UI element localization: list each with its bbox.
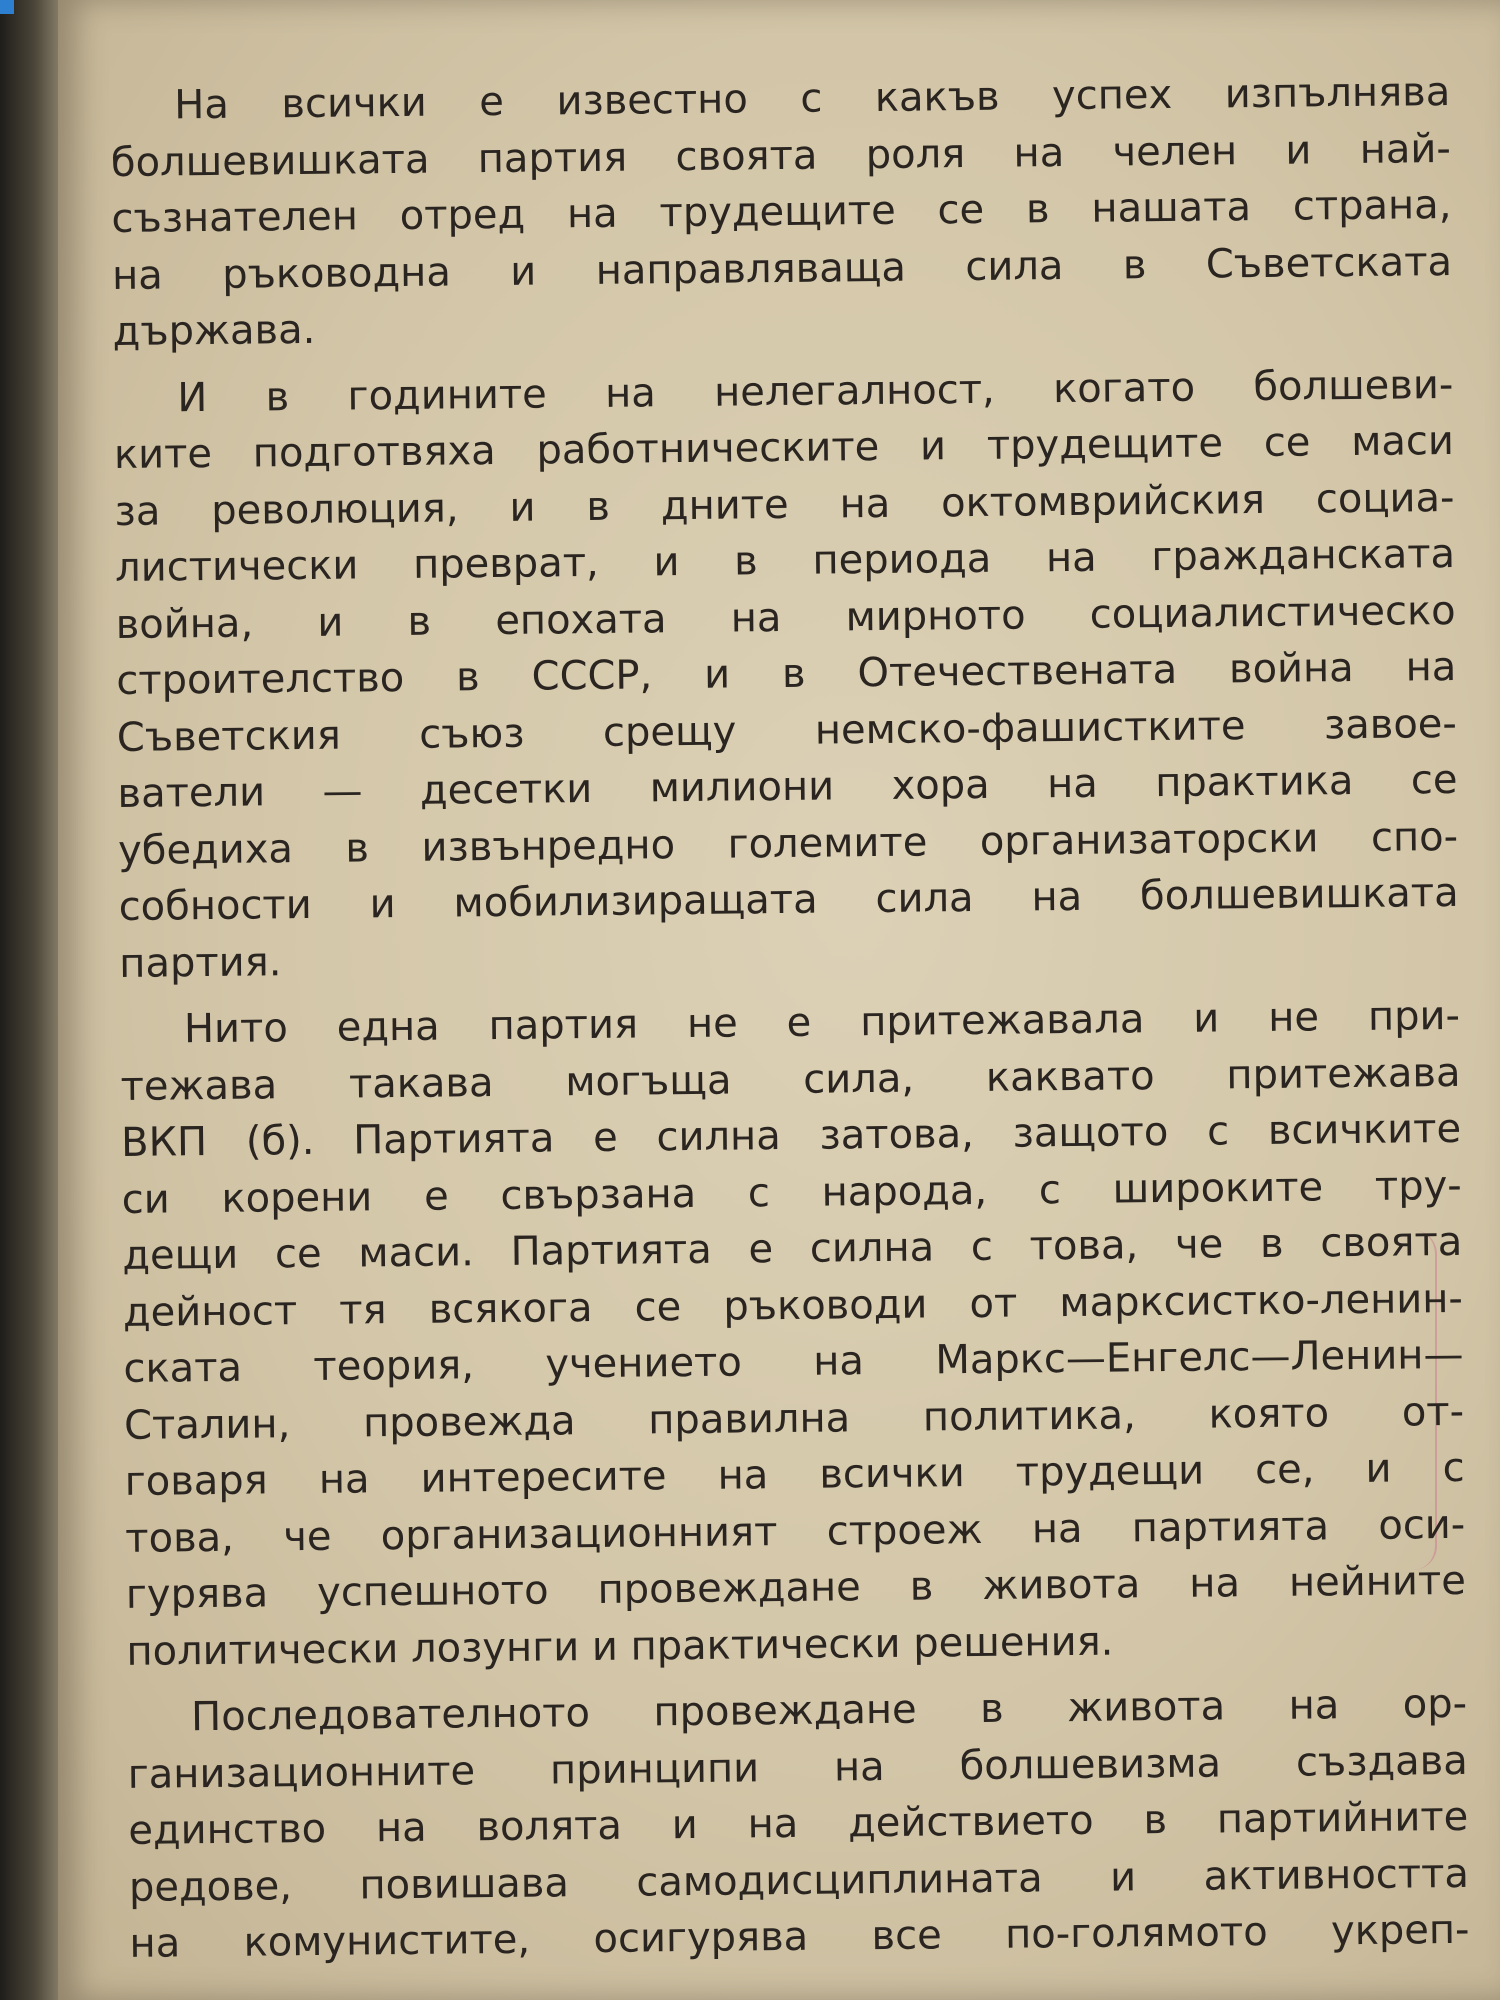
text-line: си корени е свързана с народа, с широките тру- (121, 1162, 1462, 1223)
text-line: политически лозунги и практически решения. (126, 1618, 1114, 1675)
text-line: Нито една партия не е притежавала и не при- (183, 992, 1461, 1053)
text-line: говаря на интересите на всички трудещи се, и с (124, 1444, 1465, 1505)
book-gutter (0, 0, 62, 2000)
text-line: И в годините на нелегалност, когато болшеви- (177, 361, 1454, 421)
paragraph-4 (127, 1676, 1470, 1973)
text-line: ватели — десетки милиони хора на практика се (117, 756, 1458, 817)
text-line: Последователното провеждане в живота на ор- (190, 1680, 1468, 1741)
text-line: на комунистите, осигурява все по-голямото укреп- (129, 1906, 1470, 1967)
text-line: собности и мобилизиращата сила на болшевишката (118, 869, 1459, 930)
book-page (58, 0, 1500, 2000)
text-line: държава. (112, 306, 316, 355)
text-line: листически преврат, и в периода на гражданската (114, 530, 1456, 591)
text-line: на ръководна и направляваща сила в Съветската (111, 238, 1453, 299)
paragraph-3 (120, 988, 1467, 1680)
text-line: На всички е известно с какъв успех изпълнява (174, 68, 1451, 129)
text-line: единство на волята и на действието в партийните (128, 1793, 1469, 1854)
text-line: болшевишката партия своята роля на челен и най- (110, 125, 1452, 186)
page-text (110, 64, 1470, 1982)
paragraph-2 (113, 356, 1459, 991)
text-line: това, че организационният строеж на партията оси- (125, 1501, 1466, 1562)
text-line: ганизационните принципи на болшевизма създава (127, 1737, 1468, 1798)
text-line: ската теория, учението на Маркс—Енгелс—Ленин— (123, 1331, 1464, 1392)
text-line: тежава такава могъща сила, каквато притежава (120, 1049, 1461, 1110)
text-line: партия. (119, 938, 282, 987)
text-line: Съветския съюз срещу немско-фашистките завое- (116, 700, 1458, 761)
text-line: дейност тя всякога се ръководи от марксистко-ленин- (122, 1275, 1464, 1336)
text-line: гурява успешното провеждане в живота на нейните (125, 1557, 1467, 1618)
text-line: редове, повишава самодисциплината и активността (128, 1850, 1470, 1911)
text-line: съзнателен отред на трудещите се в нашата страна, (111, 181, 1452, 242)
text-line: убедиха в извънредно големите организаторски спо- (117, 813, 1459, 874)
corner-tab (0, 0, 14, 14)
text-line: ВКП (б). Партията е силна затова, защото с всичките (120, 1105, 1462, 1166)
text-line: война, и в епохата на мирното социалистическо (115, 587, 1456, 648)
text-line: Сталин, провежда правилна политика, която от- (123, 1388, 1465, 1449)
text-line: дещи се маси. Партията е силна с това, че в своята (122, 1218, 1463, 1279)
text-line: строителство в СССР, и в Отечествената война на (116, 643, 1457, 704)
text-line: за революция, и в дните на октомврийския социа- (114, 474, 1455, 535)
text-line: ките подготвяха работническите и трудещите се маси (113, 417, 1455, 478)
paragraph-1 (110, 64, 1453, 361)
